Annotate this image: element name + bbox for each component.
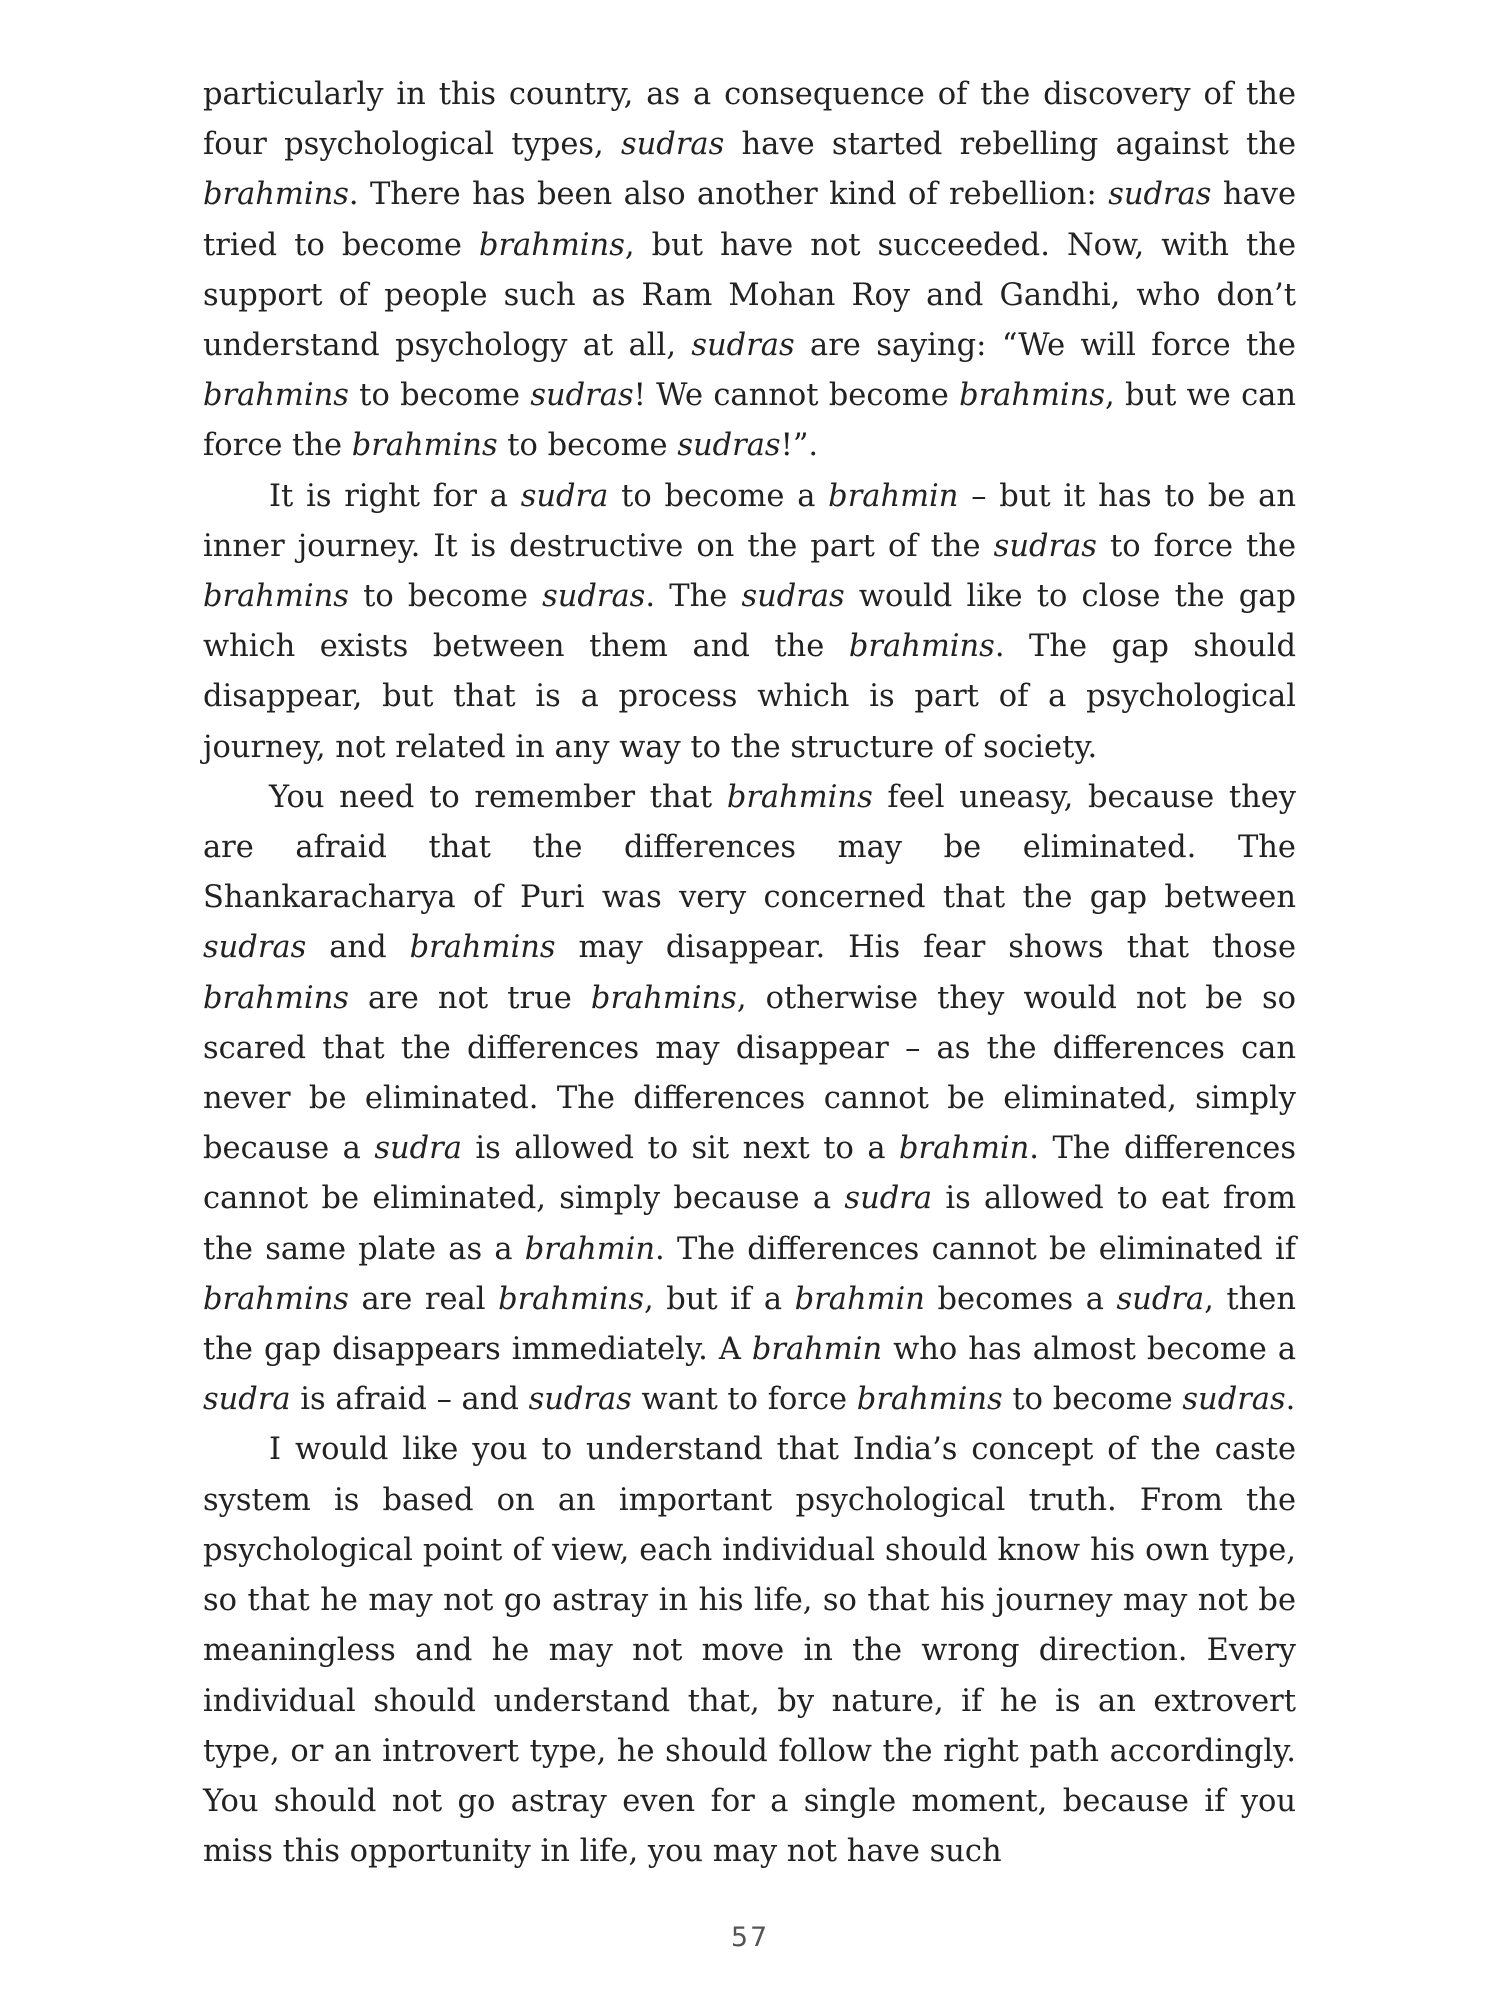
text-run: to become	[348, 378, 531, 414]
text-run: It is right for a	[269, 478, 521, 514]
text-run: have tried to become	[203, 177, 1296, 263]
italic-term: brahmin	[794, 1281, 925, 1317]
italic-term: sudras	[741, 579, 845, 615]
text-run: , but have not succeeded. Now, with the support of people such as Ram Mohan Roy and Gandhi, who don’t understand psychology at all,	[203, 227, 1296, 364]
italic-term: brahmins	[203, 579, 349, 615]
text-run: . The	[645, 579, 742, 615]
italic-term: brahmins	[959, 378, 1105, 414]
italic-term: sudra	[203, 1382, 291, 1418]
text-run: !”.	[780, 428, 819, 464]
text-run: who has almost become a	[882, 1332, 1296, 1368]
text-run: , but if a	[643, 1281, 795, 1317]
text-run: . The gap should disappear, but that is a process which is part of a psychological journey, not related in any way to the structure of society.	[203, 629, 1296, 765]
text-run: . The differences cannot be eliminated, simply because a	[203, 1131, 1296, 1217]
italic-term: sudras	[528, 1382, 632, 1418]
italic-term: sudra	[1116, 1281, 1205, 1317]
paragraph	[203, 70, 1296, 472]
paragraph	[203, 1425, 1296, 1877]
text-run: are real	[348, 1281, 499, 1317]
italic-term: sudras	[203, 930, 307, 966]
text-run: , otherwise they would not be so scared that the differences may disappear – as the differences can never be eliminated. The differences cannot be eliminated, simply because a	[203, 980, 1296, 1167]
italic-term: brahmins	[409, 930, 556, 966]
text-run: . The differences cannot be eliminated if	[655, 1231, 1296, 1267]
text-run: to force the	[1096, 528, 1296, 564]
text-run: is allowed to eat from the same plate as a	[203, 1181, 1296, 1267]
text-run: , but we can force the	[203, 378, 1296, 464]
paragraph	[203, 773, 1296, 1426]
text-run: to become a	[608, 478, 829, 514]
text-run: . There has been also another kind of rebellion:	[348, 177, 1109, 213]
italic-term: brahmins	[856, 1382, 1003, 1418]
text-run: becomes a	[924, 1281, 1117, 1317]
italic-term: brahmins	[203, 177, 349, 213]
italic-term: sudras	[1108, 177, 1212, 213]
italic-term: brahmins	[351, 428, 498, 464]
text-run: may disappear. His fear shows that those	[555, 930, 1296, 966]
page-number: 57	[730, 1922, 770, 1953]
text-run: You need to remember that	[269, 779, 727, 815]
italic-term: sudras	[1182, 1382, 1286, 1418]
italic-term: sudras	[530, 378, 634, 414]
italic-term: sudra	[374, 1131, 462, 1167]
text-run: , then the gap disappears immediately. A	[203, 1281, 1297, 1368]
text-run: to become	[1002, 1382, 1183, 1418]
paragraph	[203, 472, 1296, 773]
page-body	[203, 70, 1296, 1877]
text-run: are saying: “We will force the	[794, 328, 1296, 364]
text-run: is afraid – and	[290, 1382, 529, 1418]
italic-term: sudras	[542, 579, 646, 615]
text-run: .	[1285, 1382, 1296, 1418]
italic-term: sudra	[520, 478, 609, 514]
italic-term: brahmins	[203, 980, 349, 1016]
text-run: to become	[348, 579, 543, 615]
italic-term: sudras	[691, 328, 795, 364]
text-run: have started rebelling against the	[724, 127, 1297, 163]
italic-term: brahmins	[203, 378, 349, 414]
text-run: want to force	[631, 1382, 857, 1418]
italic-term: sudra	[844, 1181, 933, 1217]
text-run: to become	[497, 428, 678, 464]
italic-term: brahmins	[203, 1281, 349, 1317]
italic-term: brahmins	[726, 779, 873, 815]
text-run: I would like you to understand that India’s concept of the caste system is based on an important psychological truth. From the psychological point of view, each individual should know his own type, so that he may not go astray in his life, so that his journey may not be meaningless and he may not move in the wrong direction. Every individual should understand that, by nature, if he is an extrovert type, or an introvert type, he should follow the right path accordingly. You should not go astray even for a single moment, because if you miss this opportunity in life, you may not have such	[203, 1432, 1296, 1870]
italic-term: brahmins	[478, 227, 625, 263]
italic-term: brahmins	[498, 1281, 644, 1317]
text-run: would like to close the gap which exists between them and the	[203, 579, 1296, 665]
italic-term: sudras	[993, 528, 1097, 564]
text-run: are not true	[348, 980, 591, 1016]
italic-term: brahmin	[828, 478, 959, 514]
text-run: particularly in this country, as a consequence of the discovery of the four psychological types,	[203, 77, 1296, 163]
text-run: is allowed to sit next to a	[461, 1131, 900, 1167]
italic-term: brahmins	[848, 629, 995, 665]
text-run: – but it has to be an inner journey. It is destructive on the part of the	[203, 478, 1296, 564]
italic-term: brahmin	[524, 1231, 656, 1267]
text-run: feel uneasy, because they are afraid that the differences may be eliminated. The Shankaracharya of Puri was very concerned that the gap between	[203, 779, 1296, 916]
italic-term: brahmin	[751, 1332, 883, 1368]
text-run: ! We cannot become	[633, 378, 960, 414]
italic-term: sudras	[677, 428, 781, 464]
italic-term: brahmins	[590, 980, 737, 1016]
italic-term: brahmin	[899, 1131, 1030, 1167]
italic-term: sudras	[621, 127, 725, 163]
text-run: and	[306, 930, 410, 966]
